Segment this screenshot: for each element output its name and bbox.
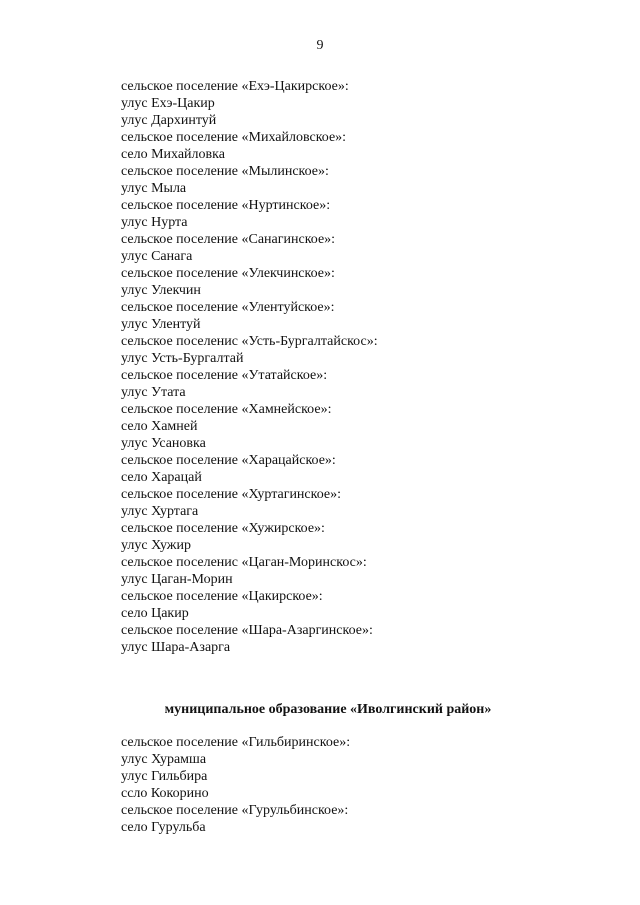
list-item: сельское поселение «Улекчинское»: xyxy=(121,266,335,281)
list-item: улус Утата xyxy=(121,385,186,400)
list-item: сельское поселение «Хуртагинское»: xyxy=(121,487,342,502)
list-item: сельское поселенис «Усть-Бургалтайскос»: xyxy=(121,334,378,349)
list-item: сельское поселение «Цакирское»: xyxy=(121,589,323,604)
section-heading: муниципальное образование «Иволгинский район» xyxy=(164,702,492,717)
list-item: сельское поселение «Утатайское»: xyxy=(121,368,328,383)
list-item: село Цакир xyxy=(121,606,189,621)
list-item: сельское поселение «Михайловское»: xyxy=(121,130,347,145)
settlements-list-ivolginsky xyxy=(121,734,350,836)
list-item: улус Шара-Азарга xyxy=(121,640,231,655)
page-number: 9 xyxy=(316,38,324,53)
list-item: улус Усановка xyxy=(121,436,206,451)
list-item: улус Хурамша xyxy=(121,752,207,767)
settlements-list xyxy=(121,78,378,656)
list-item: сельское поселение «Шара-Азаргинское»: xyxy=(121,623,373,638)
list-item: улус Цаган-Морин xyxy=(121,572,233,587)
list-item: сельское поселение «Ехэ-Цакирское»: xyxy=(121,79,349,94)
list-item: улус Санага xyxy=(121,249,193,264)
list-item: сельское поселенис «Цаган-Моринскос»: xyxy=(121,555,367,570)
list-item: улус Нурта xyxy=(121,215,188,230)
list-item: сельское поселение «Гильбиринское»: xyxy=(121,735,351,750)
list-item: сельское поселение «Нуртинское»: xyxy=(121,198,331,213)
list-item: сслo Кокорино xyxy=(121,786,209,801)
list-item: сельское поселение «Мылинское»: xyxy=(121,164,329,179)
list-item: улус Ехэ-Цакир xyxy=(121,96,215,111)
list-item: сельское поселение «Хужирское»: xyxy=(121,521,325,536)
list-item: улус Хуртага xyxy=(121,504,199,519)
list-item: улус Мыла xyxy=(121,181,187,196)
list-item: село Хамней xyxy=(121,419,198,434)
list-item: сельское поселение «Хамнейское»: xyxy=(121,402,332,417)
list-item: сельское поселение «Улентуйское»: xyxy=(121,300,335,315)
list-item: улус Гильбира xyxy=(121,769,208,784)
list-item: сельское поселение «Харацайское»: xyxy=(121,453,336,468)
list-item: улус Усть-Бургалтай xyxy=(121,351,244,366)
list-item: сельское поселение «Санагинское»: xyxy=(121,232,336,247)
list-item: улус Дархинтуй xyxy=(121,113,217,128)
list-item: село Михайловка xyxy=(121,147,225,162)
list-item: улус Улекчин xyxy=(121,283,201,298)
list-item: улус Улентуй xyxy=(121,317,201,332)
list-item: улус Хужир xyxy=(121,538,191,553)
list-item: село Харацай xyxy=(121,470,202,485)
list-item: сельское поселение «Гурульбинское»: xyxy=(121,803,349,818)
list-item: село Гурульба xyxy=(121,820,206,835)
